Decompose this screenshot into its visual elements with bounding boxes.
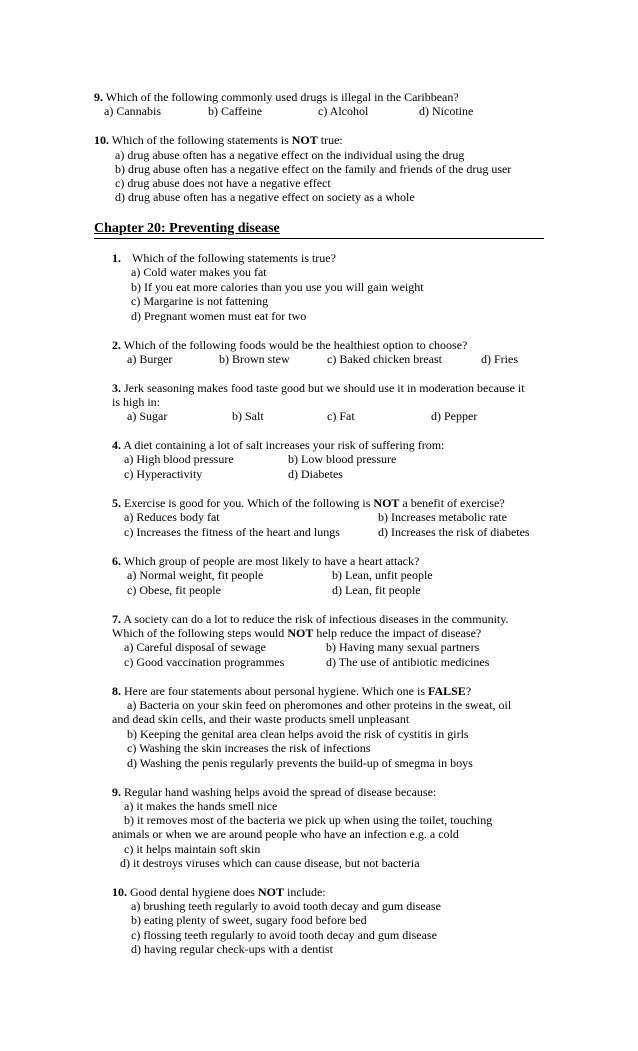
chapter-heading <box>94 221 544 239</box>
q3-stem <box>112 381 525 396</box>
q4-text: A diet containing a lot of salt increases your risk of suffering from: <box>121 438 445 452</box>
q7-stem-line2 <box>112 626 481 641</box>
prev-q9-option-a: a) Cannabis <box>104 104 161 118</box>
prev-q10-option-c: c) drug abuse does not have a negative effect <box>115 176 331 190</box>
q7-option-c: c) Good vaccination programmes <box>124 655 285 669</box>
q1-option-d: d) Pregnant women must eat for two <box>131 309 307 323</box>
q6-option-c: c) Obese, fit people <box>127 583 221 597</box>
prev-q9-option-b: b) Caffeine <box>208 104 263 118</box>
q9-option-b: b) it removes most of the bacteria we pick up when using the toilet, touching <box>124 813 493 827</box>
q4-option-d: d) Diabetes <box>288 467 343 481</box>
prev-q10-stem <box>94 133 343 148</box>
q10-option-d: d) having regular check-ups with a dentist <box>131 942 333 956</box>
q10-text-pre: Good dental hygiene does <box>127 885 258 899</box>
q10-emphasis: NOT <box>257 885 284 899</box>
q10-number: 10. <box>112 885 127 899</box>
q5-option-c: c) Increases the fitness of the heart and lungs <box>124 525 340 539</box>
q2-number: 2. <box>112 338 121 352</box>
q6-number: 6. <box>112 554 121 568</box>
q7-text2-post: help reduce the impact of disease? <box>313 626 482 640</box>
q5-number: 5. <box>112 496 121 510</box>
q9-option-b-cont: animals or when we are around people who have an infection e.g. a cold <box>112 827 459 841</box>
q6-option-a: a) Normal weight, fit people <box>127 568 264 582</box>
q2-text: Which of the following foods would be the healthiest option to choose? <box>121 338 468 352</box>
prev-q9-text: Which of the following commonly used drugs is illegal in the Caribbean? <box>103 90 459 104</box>
q9-text: Regular hand washing helps avoid the spread of disease because: <box>121 785 437 799</box>
prev-q9-option-d: d) Nicotine <box>419 104 474 118</box>
prev-q10-text-post: true: <box>317 133 343 147</box>
q9-option-d: d) it destroys viruses which can cause disease, but not bacteria <box>120 856 420 870</box>
q2-stem <box>112 338 467 353</box>
chapter-title: Chapter 20: Preventing disease <box>94 221 280 236</box>
q8-option-a-cont: and dead skin cells, and their waste products smell unpleasant <box>112 712 410 726</box>
q7-number: 7. <box>112 612 121 626</box>
prev-q9-number: 9. <box>94 90 103 104</box>
prev-q10-option-d: d) drug abuse often has a negative effect on society as a whole <box>115 190 415 204</box>
q1-number: 1. <box>112 251 121 265</box>
q3-text-line2: is high in: <box>112 395 161 409</box>
q9-stem <box>112 785 436 800</box>
q8-emphasis: FALSE <box>428 684 466 698</box>
q8-option-a: a) Bacteria on your skin feed on pheromones and other proteins in the sweat, oil <box>127 698 512 712</box>
q8-stem <box>112 684 471 699</box>
q7-stem <box>112 612 508 627</box>
q9-option-a: a) it makes the hands smell nice <box>124 799 278 813</box>
q3-option-c: c) Fat <box>327 409 355 423</box>
prev-q10-number: 10. <box>94 133 109 147</box>
q10-stem <box>112 885 326 900</box>
q8-text-pre: Here are four statements about personal hygiene. Which one is <box>121 684 429 698</box>
q4-option-c: c) Hyperactivity <box>124 467 203 481</box>
q1-text: Which of the following statements is true? <box>132 251 336 265</box>
q7-option-a: a) Careful disposal of sewage <box>124 640 266 654</box>
q1-option-c: c) Margarine is not fattening <box>131 294 269 308</box>
q4-stem <box>112 438 444 453</box>
q8-option-c: c) Washing the skin increases the risk of infections <box>127 741 371 755</box>
q3-option-a: a) Sugar <box>127 409 168 423</box>
q3-number: 3. <box>112 381 121 395</box>
q8-number: 8. <box>112 684 121 698</box>
q2-option-a: a) Burger <box>127 352 173 366</box>
prev-q10-option-a: a) drug abuse often has a negative effect on the individual using the drug <box>115 148 465 162</box>
prev-q9-stem <box>94 90 459 105</box>
q4-option-a: a) High blood pressure <box>124 452 234 466</box>
prev-q10-text-pre: Which of the following statements is <box>109 133 292 147</box>
q2-option-b: b) Brown stew <box>219 352 290 366</box>
q5-text-pre: Exercise is good for you. Which of the following is <box>121 496 374 510</box>
q4-option-b: b) Low blood pressure <box>288 452 397 466</box>
q9-number: 9. <box>112 785 121 799</box>
q5-stem <box>112 496 505 511</box>
q5-emphasis: NOT <box>373 496 400 510</box>
q5-option-a: a) Reduces body fat <box>124 510 220 524</box>
q7-option-b: b) Having many sexual partners <box>326 640 480 654</box>
q6-stem <box>112 554 419 569</box>
q2-option-d: d) Fries <box>481 352 518 366</box>
q2-option-c: c) Baked chicken breast <box>327 352 442 366</box>
q5-option-d: d) Increases the risk of diabetes <box>378 525 530 539</box>
q10-option-b: b) eating plenty of sweet, sugary food before bed <box>131 913 367 927</box>
q8-text-post: ? <box>465 684 472 698</box>
q5-option-b: b) Increases metabolic rate <box>378 510 507 524</box>
q5-text-post: a benefit of exercise? <box>399 496 505 510</box>
q3-text: Jerk seasoning makes food taste good but we should use it in moderation because it <box>121 381 525 395</box>
q3-option-d: d) Pepper <box>431 409 478 423</box>
q6-text: Which group of people are most likely to have a heart attack? <box>121 554 420 568</box>
q8-option-b: b) Keeping the genital area clean helps avoid the risk of cystitis in girls <box>127 727 469 741</box>
q7-option-d: d) The use of antibiotic medicines <box>326 655 490 669</box>
q9-option-c: c) it helps maintain soft skin <box>124 842 261 856</box>
q7-emphasis: NOT <box>287 626 314 640</box>
q1-stem <box>112 251 336 266</box>
q6-option-b: b) Lean, unfit people <box>332 568 433 582</box>
prev-q10-option-b: b) drug abuse often has a negative effect on the family and friends of the drug user <box>115 162 512 176</box>
q10-text-post: include: <box>283 885 326 899</box>
q8-option-d: d) Washing the penis regularly prevents the build-up of smegma in boys <box>127 756 473 770</box>
prev-q10-emphasis: NOT <box>291 133 318 147</box>
q10-option-a: a) brushing teeth regularly to avoid tooth decay and gum disease <box>131 899 441 913</box>
q4-number: 4. <box>112 438 121 452</box>
q1-option-b: b) If you eat more calories than you use you will gain weight <box>131 280 424 294</box>
q3-option-b: b) Salt <box>232 409 264 423</box>
q6-option-d: d) Lean, fit people <box>332 583 421 597</box>
q10-option-c: c) flossing teeth regularly to avoid tooth decay and gum disease <box>131 928 437 942</box>
prev-q9-option-c: c) Alcohol <box>318 104 369 118</box>
q7-text: A society can do a lot to reduce the risk of infectious diseases in the community. <box>121 612 509 626</box>
q7-text2-pre: Which of the following steps would <box>112 626 288 640</box>
q1-option-a: a) Cold water makes you fat <box>131 265 267 279</box>
